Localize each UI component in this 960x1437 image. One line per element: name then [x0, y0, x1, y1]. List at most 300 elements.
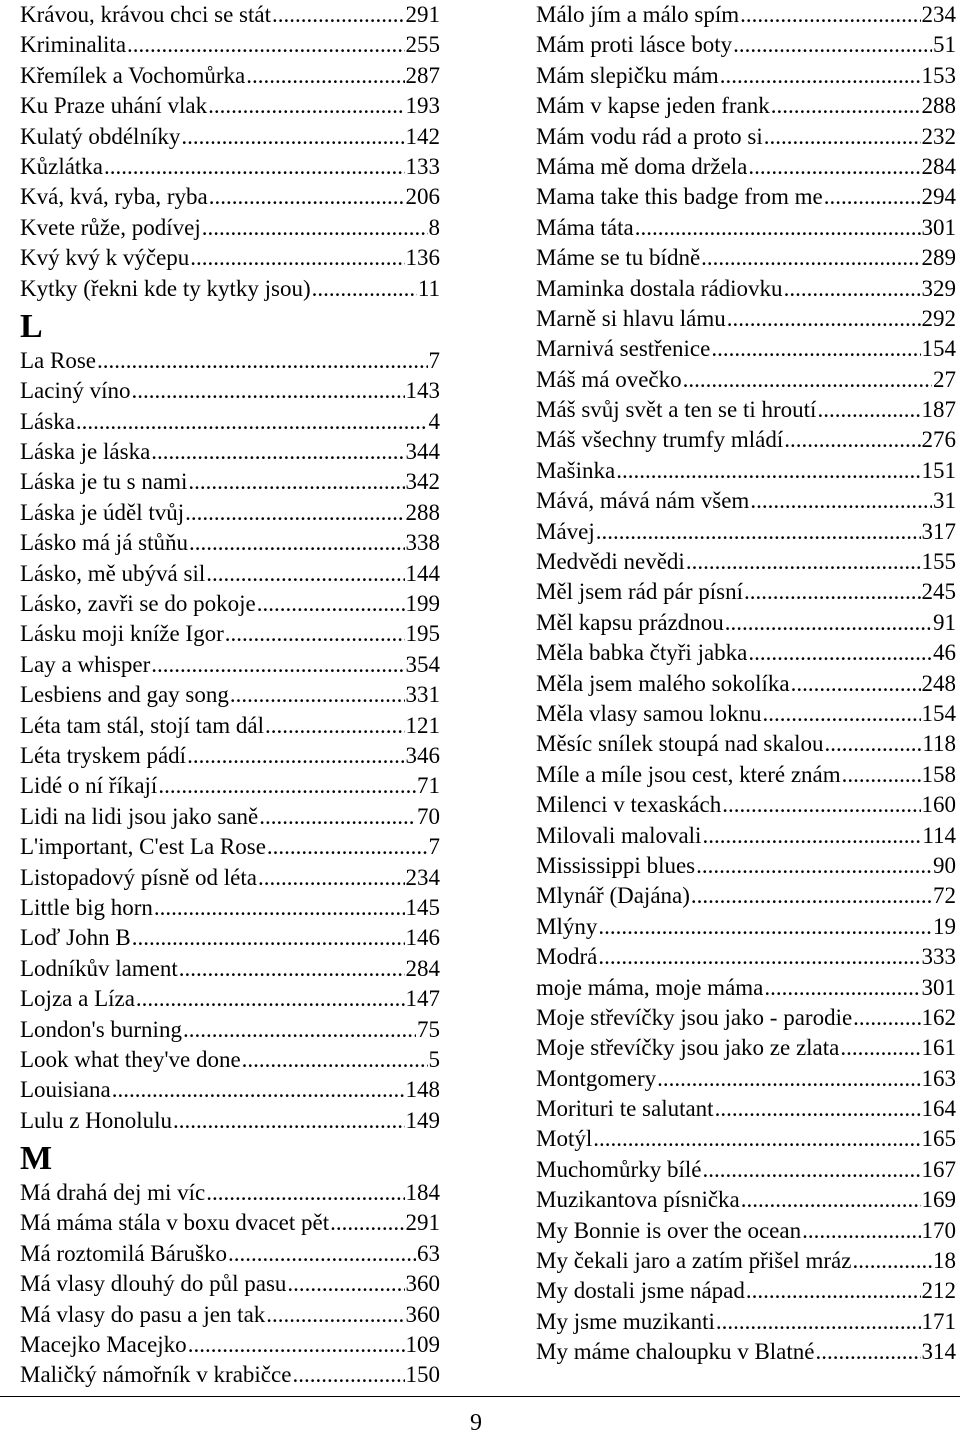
leader-dots: [683, 365, 932, 395]
index-entry[interactable]: [536, 1003, 956, 1033]
entry-page-number: 163: [921, 1065, 956, 1091]
entry-title: Morituri te salutant: [536, 1096, 714, 1122]
index-entry[interactable]: [536, 821, 956, 851]
index-entry[interactable]: [20, 832, 440, 862]
index-entry[interactable]: [20, 711, 440, 741]
entry-title: Léta tryskem pádí: [20, 742, 187, 768]
leader-dots: [791, 669, 921, 699]
leader-dots: [784, 425, 920, 455]
index-column-left: [20, 0, 440, 1391]
entry-title: Máš všechny trumfy mládí: [536, 427, 784, 453]
index-entry[interactable]: [20, 954, 440, 984]
leader-dots: [206, 559, 404, 589]
index-entry[interactable]: [536, 182, 956, 212]
leader-dots: [242, 1045, 428, 1075]
entry-page-number: 276: [921, 427, 956, 453]
entry-page-number: 8: [428, 214, 440, 240]
index-entry[interactable]: [20, 1269, 440, 1299]
entry-page-number: 212: [921, 1278, 956, 1304]
entry-page-number: 51: [933, 32, 956, 58]
entry-page-number: 63: [417, 1240, 440, 1266]
entry-page-number: 158: [921, 761, 956, 787]
entry-title: Měsíc snílek stoupá nad skalou: [536, 731, 824, 757]
index-entry[interactable]: [20, 771, 440, 801]
entry-page-number: 284: [921, 153, 956, 179]
entry-title: Marnivá sestřenice: [536, 336, 711, 362]
entry-page-number: 287: [405, 62, 440, 88]
leader-dots: [97, 346, 427, 376]
index-entry[interactable]: [536, 274, 956, 304]
leader-dots: [266, 1300, 404, 1330]
entry-title: Loď John B: [20, 925, 131, 951]
entry-page-number: 90: [933, 852, 956, 878]
entry-page-number: 161: [921, 1035, 956, 1061]
index-entry[interactable]: [536, 1185, 956, 1215]
entry-title: Kůzlátka: [20, 153, 104, 179]
entry-title: Mám slepičku mám: [536, 62, 719, 88]
leader-dots: [185, 498, 404, 528]
leader-dots: [816, 1337, 921, 1367]
entry-title: Lásko, zavři se do pokoje: [20, 591, 256, 617]
entry-page-number: 75: [417, 1016, 440, 1042]
entry-page-number: 292: [921, 305, 956, 331]
index-entry[interactable]: [536, 760, 956, 790]
index-entry[interactable]: [20, 1178, 440, 1208]
index-entry[interactable]: [20, 467, 440, 497]
leader-dots: [840, 1033, 920, 1063]
entry-title: Kvý kvý k výčepu: [20, 245, 190, 271]
index-entry[interactable]: [20, 1075, 440, 1105]
entry-page-number: 184: [405, 1180, 440, 1206]
entry-page-number: 144: [405, 560, 440, 586]
index-entry[interactable]: [536, 973, 956, 1003]
index-entry[interactable]: [536, 304, 956, 334]
index-entry[interactable]: [20, 498, 440, 528]
leader-dots: [151, 650, 404, 680]
leader-dots: [725, 608, 932, 638]
entry-title: Měla vlasy samou loknu: [536, 700, 762, 726]
index-entry[interactable]: [20, 1360, 440, 1390]
index-entry[interactable]: [536, 729, 956, 759]
entry-title: Laciný víno: [20, 378, 131, 404]
index-entry[interactable]: [536, 30, 956, 60]
entry-title: Mám vodu rád a proto si: [536, 123, 763, 149]
entry-page-number: 7: [428, 834, 440, 860]
entry-title: Little big horn: [20, 894, 153, 920]
index-entry[interactable]: [536, 61, 956, 91]
entry-page-number: 234: [405, 864, 440, 890]
leader-dots: [635, 213, 921, 243]
entry-page-number: 133: [405, 153, 440, 179]
index-entry[interactable]: [20, 1045, 440, 1075]
index-entry[interactable]: [20, 863, 440, 893]
leader-dots: [852, 1246, 932, 1276]
entry-page-number: 109: [405, 1332, 440, 1358]
index-entry[interactable]: [536, 942, 956, 972]
entry-page-number: 301: [921, 214, 956, 240]
entry-page-number: 301: [921, 974, 956, 1000]
index-entry[interactable]: [20, 984, 440, 1014]
leader-dots: [741, 1185, 921, 1215]
leader-dots: [817, 395, 920, 425]
index-entry[interactable]: [20, 923, 440, 953]
leader-dots: [189, 528, 405, 558]
entry-title: Máma táta: [536, 214, 634, 240]
entry-title: Málo jím a málo spím: [536, 2, 740, 27]
entry-page-number: 193: [405, 93, 440, 119]
index-entry[interactable]: [536, 1307, 956, 1337]
entry-page-number: 245: [921, 579, 956, 605]
leader-dots: [598, 912, 932, 942]
index-entry[interactable]: [536, 881, 956, 911]
entry-page-number: 342: [405, 469, 440, 495]
entry-page-number: 27: [933, 366, 956, 392]
entry-title: Láska je tu s nami: [20, 469, 188, 495]
index-entry[interactable]: [20, 802, 440, 832]
entry-title: Má roztomilá Báruško: [20, 1240, 227, 1266]
index-entry[interactable]: [20, 274, 440, 304]
index-entry[interactable]: [20, 589, 440, 619]
leader-dots: [209, 182, 405, 212]
entry-page-number: 154: [921, 700, 956, 726]
entry-title: Má máma stála v boxu dvacet pět: [20, 1210, 330, 1236]
entry-page-number: 160: [921, 792, 956, 818]
entry-title: Mama take this badge from me: [536, 184, 823, 210]
entry-title: Milovali malovali: [536, 822, 702, 848]
leader-dots: [616, 456, 920, 486]
index-entry[interactable]: [20, 0, 440, 30]
index-entry[interactable]: [536, 851, 956, 881]
index-entry[interactable]: [536, 334, 956, 364]
entry-title: My Bonnie is over the ocean: [536, 1217, 802, 1243]
entry-title: London's burning: [20, 1016, 182, 1042]
leader-dots: [287, 1269, 404, 1299]
leader-dots: [292, 1360, 404, 1390]
leader-dots: [188, 467, 404, 497]
index-entry[interactable]: [536, 577, 956, 607]
index-entry[interactable]: [20, 61, 440, 91]
leader-dots: [733, 30, 932, 60]
leader-dots: [179, 954, 405, 984]
entry-title: My dostali jsme nápad: [536, 1278, 745, 1304]
index-entry[interactable]: [20, 213, 440, 243]
entry-page-number: 142: [405, 123, 440, 149]
leader-dots: [711, 334, 920, 364]
index-entry[interactable]: [20, 1300, 440, 1330]
entry-page-number: 164: [921, 1096, 956, 1122]
index-entry[interactable]: [536, 0, 956, 30]
entry-title: Macejko Macejko: [20, 1332, 187, 1358]
leader-dots: [190, 243, 404, 273]
entry-page-number: 360: [405, 1271, 440, 1297]
entry-page-number: 143: [405, 378, 440, 404]
entry-title: Kytky (řekni kde ty kytky jsou): [20, 275, 311, 301]
entry-title: Lidi na lidi jsou jako saně: [20, 803, 259, 829]
entry-title: Milenci v texaskách: [536, 792, 722, 818]
index-entry[interactable]: [20, 1106, 440, 1136]
entry-page-number: 121: [405, 712, 440, 738]
entry-page-number: 31: [933, 488, 956, 514]
index-entry[interactable]: [20, 893, 440, 923]
index-entry[interactable]: [536, 1276, 956, 1306]
index-entry[interactable]: [20, 1330, 440, 1360]
index-entry[interactable]: [536, 638, 956, 668]
section-letter-heading: L: [20, 307, 43, 345]
entry-page-number: 148: [405, 1077, 440, 1103]
leader-dots: [206, 1178, 404, 1208]
leader-dots: [746, 1276, 921, 1306]
entry-page-number: 154: [921, 336, 956, 362]
entry-page-number: 255: [405, 32, 440, 58]
entry-page-number: 155: [921, 549, 956, 575]
index-entry[interactable]: [536, 547, 956, 577]
entry-page-number: 291: [405, 1210, 440, 1236]
entry-title: Moje střevíčky jsou jako ze zlata: [536, 1035, 840, 1061]
entry-page-number: 333: [921, 944, 956, 970]
entry-page-number: 354: [405, 651, 440, 677]
index-entry[interactable]: [536, 1033, 956, 1063]
leader-dots: [715, 1094, 921, 1124]
index-entry[interactable]: [20, 376, 440, 406]
index-entry[interactable]: [536, 213, 956, 243]
leader-dots: [771, 91, 921, 121]
leader-dots: [208, 91, 404, 121]
entry-page-number: 149: [405, 1107, 440, 1133]
index-entry[interactable]: [536, 1337, 956, 1367]
index-entry[interactable]: [536, 152, 956, 182]
index-entry[interactable]: [20, 1208, 440, 1238]
entry-title: Léta tam stál, stojí tam dál: [20, 712, 264, 738]
entry-title: Míle a míle jsou cest, které znám: [536, 761, 841, 787]
entry-title: Měl kapsu prázdnou: [536, 609, 724, 635]
section-letter-heading: M: [20, 1140, 53, 1178]
entry-title: Lesbiens and gay song: [20, 682, 229, 708]
leader-dots: [181, 122, 404, 152]
entry-page-number: 114: [922, 822, 956, 848]
leader-dots: [596, 517, 921, 547]
entry-page-number: 167: [921, 1156, 956, 1182]
entry-title: Ku Praze uhání vlak: [20, 93, 208, 119]
index-entry[interactable]: [536, 1064, 956, 1094]
index-entry[interactable]: [536, 1124, 956, 1154]
entry-title: Má vlasy dlouhý do půl pasu: [20, 1271, 287, 1297]
index-entry[interactable]: [536, 122, 956, 152]
entry-title: L'important, C'est La Rose: [20, 834, 266, 860]
leader-dots: [183, 1015, 416, 1045]
entry-title: Křemílek a Vochomůrka: [20, 62, 246, 88]
leader-dots: [696, 851, 932, 881]
index-entry[interactable]: [20, 559, 440, 589]
entry-title: Láska je úděl tvůj: [20, 499, 185, 525]
entry-page-number: 170: [921, 1217, 956, 1243]
entry-title: Máš svůj svět a ten se ti hroutí: [536, 397, 817, 423]
index-entry[interactable]: [20, 650, 440, 680]
index-entry[interactable]: [536, 790, 956, 820]
leader-dots: [187, 741, 404, 771]
entry-title: Lodníkův lament: [20, 955, 178, 981]
leader-dots: [702, 1155, 920, 1185]
entry-page-number: 136: [405, 245, 440, 271]
entry-page-number: 11: [417, 275, 440, 301]
entry-title: Medvědi nevědi: [536, 549, 685, 575]
entry-page-number: 162: [921, 1004, 956, 1030]
entry-page-number: 331: [405, 682, 440, 708]
entry-page-number: 165: [921, 1126, 956, 1152]
entry-title: Motýl: [536, 1126, 593, 1152]
entry-title: Montgomery: [536, 1065, 657, 1091]
entry-page-number: 248: [921, 670, 956, 696]
entry-title: Máma mě doma držela: [536, 153, 748, 179]
leader-dots: [272, 0, 404, 30]
leader-dots: [127, 30, 404, 60]
index-entry[interactable]: [536, 91, 956, 121]
index-entry[interactable]: [20, 619, 440, 649]
index-entry[interactable]: [536, 1216, 956, 1246]
entry-page-number: 360: [405, 1301, 440, 1327]
index-entry[interactable]: [20, 680, 440, 710]
leader-dots: [132, 376, 405, 406]
leader-dots: [824, 182, 921, 212]
index-entry[interactable]: [20, 122, 440, 152]
entry-page-number: 344: [405, 439, 440, 465]
entry-title: Lulu z Honolulu: [20, 1107, 173, 1133]
entry-page-number: 187: [921, 397, 956, 423]
entry-title: Mlýny: [536, 913, 598, 939]
entry-page-number: 289: [921, 245, 956, 271]
entry-page-number: 4: [428, 408, 440, 434]
index-entry[interactable]: [20, 1239, 440, 1269]
index-entry[interactable]: [20, 91, 440, 121]
entry-title: Má vlasy do pasu a jen tak: [20, 1301, 266, 1327]
index-entry[interactable]: [20, 346, 440, 376]
entry-title: Louisiana: [20, 1077, 111, 1103]
entry-title: Muchomůrky bílé: [536, 1156, 702, 1182]
index-entry[interactable]: [536, 486, 956, 516]
entry-title: Kriminalita: [20, 32, 127, 58]
leader-dots: [764, 973, 920, 1003]
entry-title: Měla babka čtyři jabka: [536, 640, 748, 666]
leader-dots: [727, 304, 921, 334]
entry-page-number: 46: [933, 640, 956, 666]
entry-title: Modrá: [536, 944, 598, 970]
index-entry[interactable]: [536, 425, 956, 455]
leader-dots: [598, 942, 920, 972]
entry-page-number: 284: [405, 955, 440, 981]
index-entry[interactable]: [20, 152, 440, 182]
leader-dots: [188, 1330, 405, 1360]
leader-dots: [258, 863, 405, 893]
index-entry[interactable]: [536, 912, 956, 942]
entry-title: Lojza a Líza: [20, 986, 135, 1012]
entry-title: Muzikantova písnička: [536, 1187, 740, 1213]
leader-dots: [593, 1124, 920, 1154]
entry-title: Láska: [20, 408, 75, 434]
entry-title: Mám proti lásce boty: [536, 32, 733, 58]
index-entry[interactable]: [20, 243, 440, 273]
entry-page-number: 19: [933, 913, 956, 939]
entry-title: Mississippi blues: [536, 852, 696, 878]
entry-page-number: 169: [921, 1187, 956, 1213]
index-entry[interactable]: [20, 30, 440, 60]
entry-page-number: 150: [405, 1362, 440, 1388]
leader-dots: [702, 821, 921, 851]
index-entry[interactable]: [536, 243, 956, 273]
entry-title: Mlynář (Dajána): [536, 883, 690, 909]
entry-title: Láska je láska: [20, 439, 151, 465]
entry-page-number: 206: [405, 184, 440, 210]
leader-dots: [748, 152, 920, 182]
leader-dots: [722, 790, 920, 820]
leader-dots: [202, 213, 428, 243]
leader-dots: [225, 619, 405, 649]
leader-dots: [824, 729, 921, 759]
leader-dots: [701, 243, 920, 273]
entry-title: Mašinka: [536, 457, 616, 483]
entry-title: Look what they've done: [20, 1046, 241, 1072]
entry-page-number: 18: [933, 1248, 956, 1274]
entry-page-number: 153: [921, 62, 956, 88]
index-entry[interactable]: [536, 608, 956, 638]
index-entry[interactable]: [536, 1155, 956, 1185]
entry-page-number: 146: [405, 925, 440, 951]
index-entry[interactable]: [20, 741, 440, 771]
entry-page-number: 199: [405, 591, 440, 617]
leader-dots: [802, 1216, 920, 1246]
index-entry[interactable]: [536, 699, 956, 729]
entry-page-number: 72: [933, 883, 956, 909]
entry-page-number: 294: [921, 184, 956, 210]
leader-dots: [154, 893, 405, 923]
entry-title: Moje střevíčky jsou jako - parodie: [536, 1004, 853, 1030]
entry-title: Kvete růže, podívej: [20, 214, 201, 240]
index-entry[interactable]: [536, 517, 956, 547]
entry-page-number: 288: [921, 93, 956, 119]
leader-dots: [763, 699, 921, 729]
leader-dots: [173, 1106, 404, 1136]
index-entry[interactable]: [536, 669, 956, 699]
entry-title: Mává, mává nám všem: [536, 488, 750, 514]
leader-dots: [265, 711, 405, 741]
entry-title: Maličký námořník v krabičce: [20, 1362, 292, 1388]
entry-title: Má drahá dej mi víc: [20, 1180, 206, 1206]
leader-dots: [257, 589, 405, 619]
footer-rule: [0, 1396, 960, 1397]
index-entry[interactable]: [536, 1246, 956, 1276]
entry-page-number: 314: [921, 1339, 956, 1365]
index-entry[interactable]: [536, 1094, 956, 1124]
index-entry[interactable]: [20, 407, 440, 437]
index-entry[interactable]: [20, 1015, 440, 1045]
entry-title: Lásko, mě ubývá sil: [20, 560, 206, 586]
leader-dots: [716, 1307, 921, 1337]
entry-page-number: 317: [921, 518, 956, 544]
index-entry[interactable]: [20, 528, 440, 558]
entry-title: Mám v kapse jeden frank: [536, 93, 770, 119]
entry-page-number: 91: [933, 609, 956, 635]
entry-page-number: 151: [921, 457, 956, 483]
leader-dots: [686, 547, 921, 577]
index-entry[interactable]: [20, 437, 440, 467]
entry-page-number: 338: [405, 530, 440, 556]
entry-title: Lásko má já stůňu: [20, 530, 188, 556]
entry-page-number: 7: [428, 347, 440, 373]
index-entry[interactable]: [536, 395, 956, 425]
leader-dots: [764, 122, 921, 152]
index-entry[interactable]: [536, 365, 956, 395]
index-entry[interactable]: [20, 182, 440, 212]
entry-title: moje máma, moje máma: [536, 974, 764, 1000]
index-entry[interactable]: [536, 456, 956, 486]
